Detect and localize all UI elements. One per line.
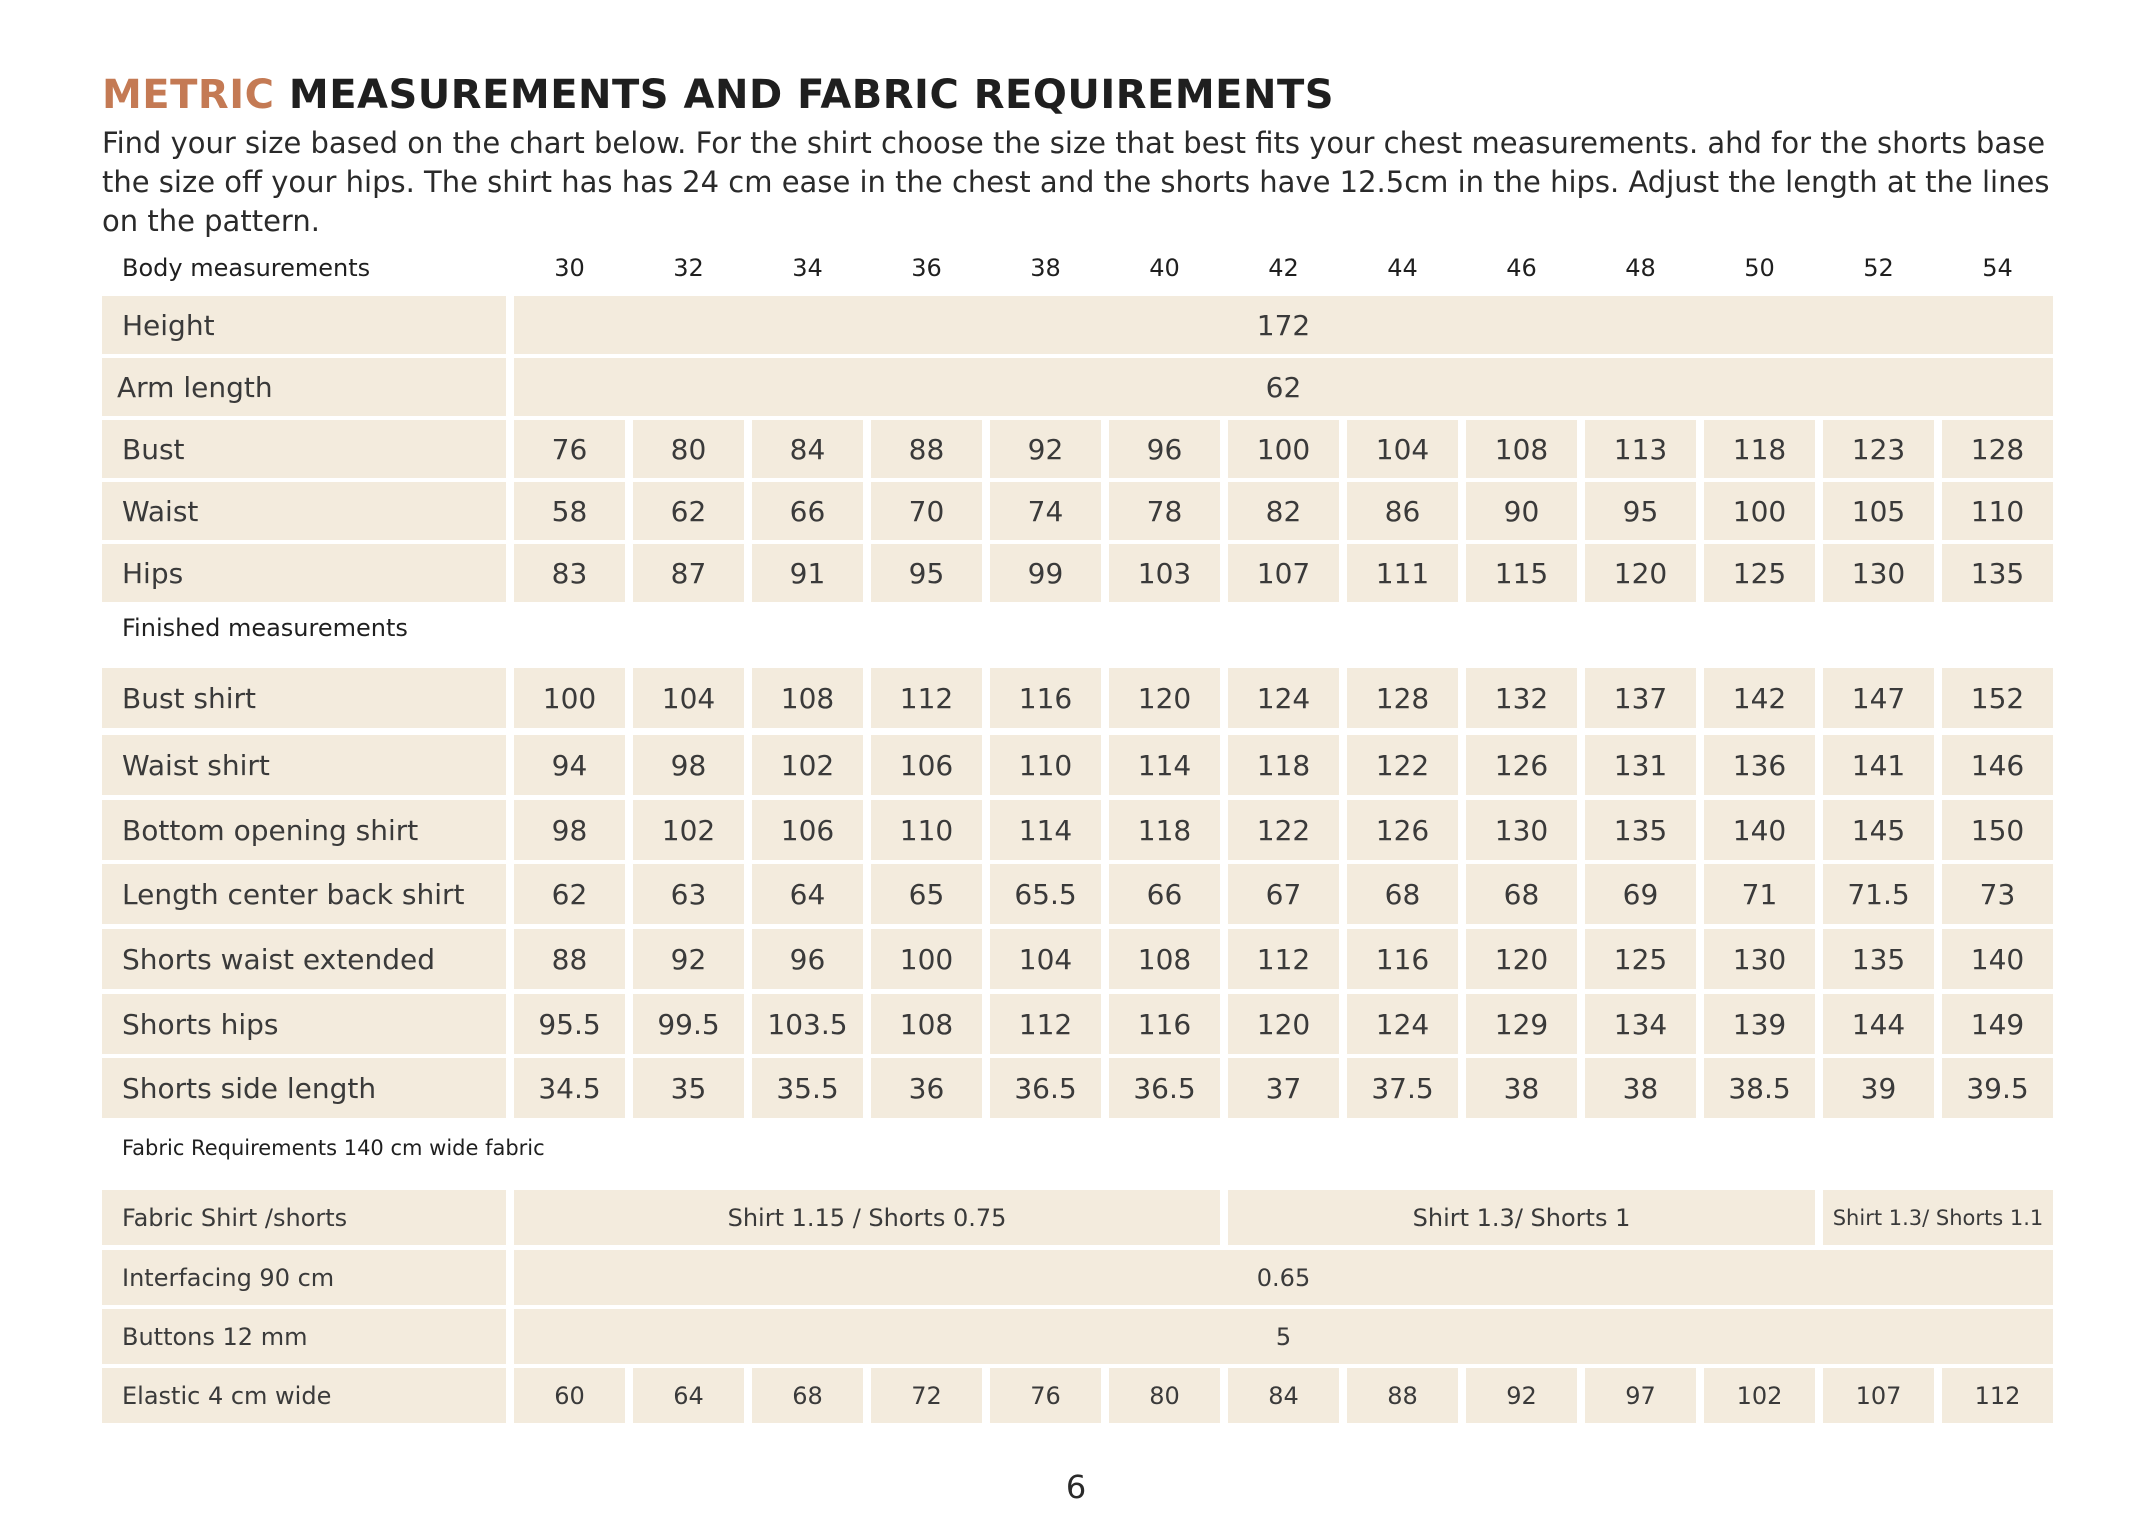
cell-shorts-hips-44: 124 — [1347, 994, 1458, 1054]
cell-bust-42: 100 — [1228, 420, 1339, 478]
cell-bottom-opening-shirt-54: 150 — [1942, 800, 2053, 860]
span-cell-fabric-shirt-shorts-0: Shirt 1.15 / Shorts 0.75 — [514, 1190, 1220, 1245]
cell-bottom-opening-shirt-36: 110 — [871, 800, 982, 860]
cell-hips-50: 125 — [1704, 544, 1815, 602]
row-label-waist-shirt: Waist shirt — [102, 735, 506, 795]
cell-bust-40: 96 — [1109, 420, 1220, 478]
cell-bust-shirt-52: 147 — [1823, 668, 1934, 728]
cell-length-center-back-shirt-46: 68 — [1466, 864, 1577, 924]
cell-waist-shirt-32: 98 — [633, 735, 744, 795]
cell-elastic-4-cm-wide-36: 72 — [871, 1368, 982, 1423]
span-cell-buttons-12-mm-0: 5 — [514, 1309, 2053, 1364]
cell-shorts-waist-extended-48: 125 — [1585, 929, 1696, 989]
cell-bottom-opening-shirt-34: 106 — [752, 800, 863, 860]
cell-bust-46: 108 — [1466, 420, 1577, 478]
cell-shorts-hips-54: 149 — [1942, 994, 2053, 1054]
cell-bust-52: 123 — [1823, 420, 1934, 478]
cell-bottom-opening-shirt-40: 118 — [1109, 800, 1220, 860]
cell-bust-shirt-40: 120 — [1109, 668, 1220, 728]
cell-bust-shirt-32: 104 — [633, 668, 744, 728]
cell-waist-52: 105 — [1823, 482, 1934, 540]
cell-shorts-side-length-46: 38 — [1466, 1058, 1577, 1118]
cell-shorts-waist-extended-42: 112 — [1228, 929, 1339, 989]
cell-bust-54: 128 — [1942, 420, 2053, 478]
cell-bust-shirt-30: 100 — [514, 668, 625, 728]
cell-bust-44: 104 — [1347, 420, 1458, 478]
row-label-fabric-shirt-shorts: Fabric Shirt /shorts — [102, 1190, 506, 1245]
cell-shorts-side-length-32: 35 — [633, 1058, 744, 1118]
cell-bust-shirt-46: 132 — [1466, 668, 1577, 728]
cell-shorts-hips-52: 144 — [1823, 994, 1934, 1054]
cell-bust-48: 113 — [1585, 420, 1696, 478]
cell-shorts-side-length-54: 39.5 — [1942, 1058, 2053, 1118]
row-label-height: Height — [102, 296, 506, 354]
cell-bust-shirt-38: 116 — [990, 668, 1101, 728]
cell-length-center-back-shirt-54: 73 — [1942, 864, 2053, 924]
cell-bottom-opening-shirt-38: 114 — [990, 800, 1101, 860]
cell-waist-54: 110 — [1942, 482, 2053, 540]
cell-shorts-side-length-52: 39 — [1823, 1058, 1934, 1118]
cell-elastic-4-cm-wide-34: 68 — [752, 1368, 863, 1423]
size-header-36: 36 — [911, 254, 942, 282]
cell-shorts-side-length-34: 35.5 — [752, 1058, 863, 1118]
cell-hips-46: 115 — [1466, 544, 1577, 602]
cell-shorts-hips-32: 99.5 — [633, 994, 744, 1054]
size-header-54: 54 — [1982, 254, 2013, 282]
cell-waist-shirt-38: 110 — [990, 735, 1101, 795]
cell-waist-38: 74 — [990, 482, 1101, 540]
cell-shorts-hips-36: 108 — [871, 994, 982, 1054]
cell-hips-32: 87 — [633, 544, 744, 602]
cell-length-center-back-shirt-40: 66 — [1109, 864, 1220, 924]
title-accent: METRIC — [102, 72, 275, 118]
cell-shorts-side-length-36: 36 — [871, 1058, 982, 1118]
size-header-46: 46 — [1506, 254, 1537, 282]
cell-shorts-waist-extended-34: 96 — [752, 929, 863, 989]
cell-hips-36: 95 — [871, 544, 982, 602]
size-header-34: 34 — [792, 254, 823, 282]
cell-shorts-side-length-38: 36.5 — [990, 1058, 1101, 1118]
cell-shorts-waist-extended-36: 100 — [871, 929, 982, 989]
cell-shorts-waist-extended-50: 130 — [1704, 929, 1815, 989]
size-header-40: 40 — [1149, 254, 1180, 282]
size-header-44: 44 — [1387, 254, 1418, 282]
cell-shorts-hips-40: 116 — [1109, 994, 1220, 1054]
title-rest: MEASUREMENTS AND FABRIC REQUIREMENTS — [288, 72, 1335, 118]
cell-shorts-side-length-40: 36.5 — [1109, 1058, 1220, 1118]
cell-waist-shirt-48: 131 — [1585, 735, 1696, 795]
row-label-hips: Hips — [102, 544, 506, 602]
cell-waist-shirt-52: 141 — [1823, 735, 1934, 795]
cell-bottom-opening-shirt-52: 145 — [1823, 800, 1934, 860]
cell-length-center-back-shirt-32: 63 — [633, 864, 744, 924]
row-label-waist: Waist — [102, 482, 506, 540]
cell-elastic-4-cm-wide-38: 76 — [990, 1368, 1101, 1423]
fabric-requirements-label: Fabric Requirements 140 cm wide fabric — [122, 1136, 545, 1160]
cell-shorts-side-length-48: 38 — [1585, 1058, 1696, 1118]
cell-elastic-4-cm-wide-42: 84 — [1228, 1368, 1339, 1423]
cell-elastic-4-cm-wide-32: 64 — [633, 1368, 744, 1423]
cell-waist-40: 78 — [1109, 482, 1220, 540]
cell-hips-42: 107 — [1228, 544, 1339, 602]
cell-bust-shirt-50: 142 — [1704, 668, 1815, 728]
cell-shorts-hips-48: 134 — [1585, 994, 1696, 1054]
cell-bust-shirt-34: 108 — [752, 668, 863, 728]
cell-waist-shirt-44: 122 — [1347, 735, 1458, 795]
cell-length-center-back-shirt-42: 67 — [1228, 864, 1339, 924]
cell-waist-30: 58 — [514, 482, 625, 540]
cell-bottom-opening-shirt-50: 140 — [1704, 800, 1815, 860]
cell-bust-shirt-36: 112 — [871, 668, 982, 728]
cell-length-center-back-shirt-52: 71.5 — [1823, 864, 1934, 924]
cell-waist-shirt-36: 106 — [871, 735, 982, 795]
cell-length-center-back-shirt-30: 62 — [514, 864, 625, 924]
cell-bust-shirt-54: 152 — [1942, 668, 2053, 728]
cell-shorts-waist-extended-40: 108 — [1109, 929, 1220, 989]
row-label-shorts-waist-extended: Shorts waist extended — [102, 929, 506, 989]
cell-length-center-back-shirt-50: 71 — [1704, 864, 1815, 924]
cell-shorts-side-length-44: 37.5 — [1347, 1058, 1458, 1118]
cell-bust-38: 92 — [990, 420, 1101, 478]
cell-elastic-4-cm-wide-52: 107 — [1823, 1368, 1934, 1423]
cell-shorts-side-length-50: 38.5 — [1704, 1058, 1815, 1118]
cell-waist-shirt-34: 102 — [752, 735, 863, 795]
cell-waist-shirt-42: 118 — [1228, 735, 1339, 795]
size-header-48: 48 — [1625, 254, 1656, 282]
cell-elastic-4-cm-wide-46: 92 — [1466, 1368, 1577, 1423]
cell-hips-52: 130 — [1823, 544, 1934, 602]
cell-waist-32: 62 — [633, 482, 744, 540]
cell-bust-shirt-42: 124 — [1228, 668, 1339, 728]
row-label-bust-shirt: Bust shirt — [102, 668, 506, 728]
cell-shorts-side-length-30: 34.5 — [514, 1058, 625, 1118]
cell-elastic-4-cm-wide-54: 112 — [1942, 1368, 2053, 1423]
row-label-buttons-12-mm: Buttons 12 mm — [102, 1309, 506, 1364]
row-label-bottom-opening-shirt: Bottom opening shirt — [102, 800, 506, 860]
cell-shorts-hips-46: 129 — [1466, 994, 1577, 1054]
intro-paragraph: Find your size based on the chart below. For the shirt choose the size that best fits your chest measurements. ahd for the shorts base the size off your hips. The shirt has has 24 cm ease in the chest and the shorts have 12.5cm in the hips. Adjust the length at the lines on the pattern. — [102, 126, 2050, 238]
cell-waist-46: 90 — [1466, 482, 1577, 540]
cell-waist-shirt-54: 146 — [1942, 735, 2053, 795]
size-chart — [102, 248, 2052, 1428]
cell-hips-44: 111 — [1347, 544, 1458, 602]
cell-waist-36: 70 — [871, 482, 982, 540]
cell-waist-shirt-40: 114 — [1109, 735, 1220, 795]
finished-measurements-label: Finished measurements — [122, 614, 408, 642]
cell-length-center-back-shirt-36: 65 — [871, 864, 982, 924]
cell-waist-44: 86 — [1347, 482, 1458, 540]
cell-shorts-waist-extended-44: 116 — [1347, 929, 1458, 989]
row-label-shorts-side-length: Shorts side length — [102, 1058, 506, 1118]
cell-bust-50: 118 — [1704, 420, 1815, 478]
cell-shorts-side-length-42: 37 — [1228, 1058, 1339, 1118]
span-cell-interfacing-90-cm-0: 0.65 — [514, 1250, 2053, 1305]
cell-elastic-4-cm-wide-50: 102 — [1704, 1368, 1815, 1423]
cell-bottom-opening-shirt-48: 135 — [1585, 800, 1696, 860]
cell-waist-34: 66 — [752, 482, 863, 540]
cell-bust-34: 84 — [752, 420, 863, 478]
row-label-arm-length: Arm length — [102, 358, 506, 416]
cell-shorts-waist-extended-38: 104 — [990, 929, 1101, 989]
cell-elastic-4-cm-wide-40: 80 — [1109, 1368, 1220, 1423]
cell-shorts-waist-extended-30: 88 — [514, 929, 625, 989]
cell-bust-shirt-48: 137 — [1585, 668, 1696, 728]
cell-elastic-4-cm-wide-30: 60 — [514, 1368, 625, 1423]
cell-waist-42: 82 — [1228, 482, 1339, 540]
cell-length-center-back-shirt-44: 68 — [1347, 864, 1458, 924]
cell-bust-30: 76 — [514, 420, 625, 478]
cell-bottom-opening-shirt-46: 130 — [1466, 800, 1577, 860]
row-label-bust: Bust — [102, 420, 506, 478]
cell-elastic-4-cm-wide-48: 97 — [1585, 1368, 1696, 1423]
cell-length-center-back-shirt-48: 69 — [1585, 864, 1696, 924]
cell-hips-34: 91 — [752, 544, 863, 602]
body-measurements-label: Body measurements — [122, 254, 371, 282]
cell-bottom-opening-shirt-44: 126 — [1347, 800, 1458, 860]
cell-hips-30: 83 — [514, 544, 625, 602]
span-cell-fabric-shirt-shorts-2: Shirt 1.3/ Shorts 1.1 — [1823, 1190, 2053, 1245]
page-title — [102, 72, 1334, 118]
row-label-shorts-hips: Shorts hips — [102, 994, 506, 1054]
cell-hips-54: 135 — [1942, 544, 2053, 602]
page-number: 6 — [1065, 1468, 1087, 1506]
cell-bust-32: 80 — [633, 420, 744, 478]
span-cell-arm-length-0: 62 — [514, 358, 2053, 416]
cell-shorts-waist-extended-52: 135 — [1823, 929, 1934, 989]
size-header-38: 38 — [1030, 254, 1061, 282]
cell-waist-shirt-50: 136 — [1704, 735, 1815, 795]
size-header-50: 50 — [1744, 254, 1775, 282]
size-header-30: 30 — [554, 254, 585, 282]
cell-waist-shirt-30: 94 — [514, 735, 625, 795]
cell-hips-38: 99 — [990, 544, 1101, 602]
cell-shorts-waist-extended-54: 140 — [1942, 929, 2053, 989]
cell-hips-48: 120 — [1585, 544, 1696, 602]
cell-shorts-hips-42: 120 — [1228, 994, 1339, 1054]
cell-shorts-hips-50: 139 — [1704, 994, 1815, 1054]
cell-shorts-hips-34: 103.5 — [752, 994, 863, 1054]
cell-hips-40: 103 — [1109, 544, 1220, 602]
cell-elastic-4-cm-wide-44: 88 — [1347, 1368, 1458, 1423]
cell-waist-48: 95 — [1585, 482, 1696, 540]
cell-shorts-waist-extended-46: 120 — [1466, 929, 1577, 989]
row-label-length-center-back-shirt: Length center back shirt — [102, 864, 506, 924]
cell-bust-shirt-44: 128 — [1347, 668, 1458, 728]
cell-waist-shirt-46: 126 — [1466, 735, 1577, 795]
cell-bottom-opening-shirt-32: 102 — [633, 800, 744, 860]
cell-bottom-opening-shirt-42: 122 — [1228, 800, 1339, 860]
span-cell-height-0: 172 — [514, 296, 2053, 354]
size-header-42: 42 — [1268, 254, 1299, 282]
row-label-interfacing-90-cm: Interfacing 90 cm — [102, 1250, 506, 1305]
cell-length-center-back-shirt-34: 64 — [752, 864, 863, 924]
row-label-elastic-4-cm-wide: Elastic 4 cm wide — [102, 1368, 506, 1423]
cell-shorts-waist-extended-32: 92 — [633, 929, 744, 989]
size-header-32: 32 — [673, 254, 704, 282]
cell-shorts-hips-30: 95.5 — [514, 994, 625, 1054]
cell-waist-50: 100 — [1704, 482, 1815, 540]
size-header-52: 52 — [1863, 254, 1894, 282]
cell-shorts-hips-38: 112 — [990, 994, 1101, 1054]
cell-bottom-opening-shirt-30: 98 — [514, 800, 625, 860]
span-cell-fabric-shirt-shorts-1: Shirt 1.3/ Shorts 1 — [1228, 1190, 1815, 1245]
cell-length-center-back-shirt-38: 65.5 — [990, 864, 1101, 924]
cell-bust-36: 88 — [871, 420, 982, 478]
